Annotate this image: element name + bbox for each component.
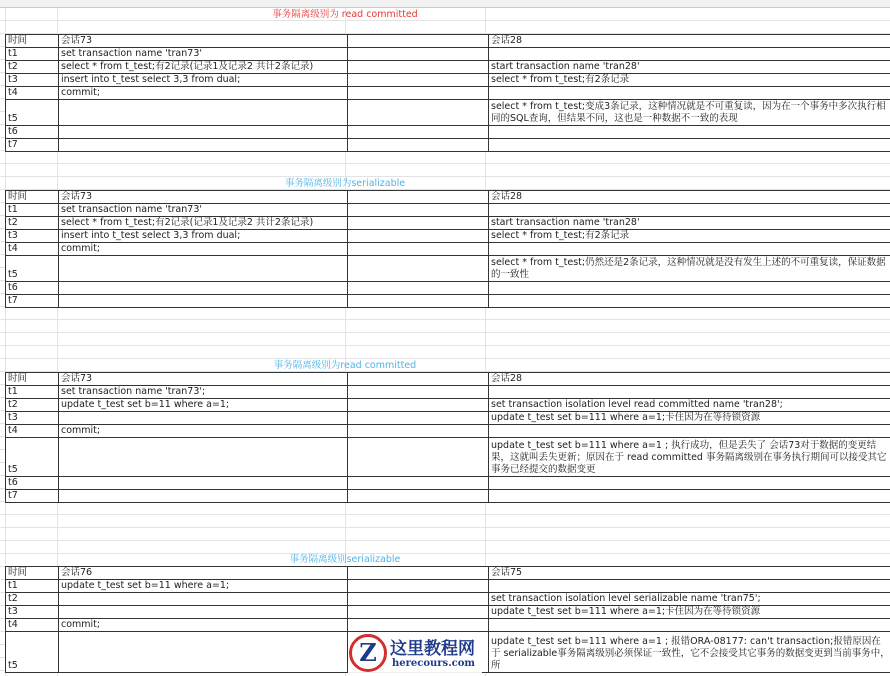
time-cell[interactable]: t7 (6, 139, 59, 152)
session-a-cell[interactable]: 会话73 (59, 373, 348, 386)
empty-cell[interactable] (348, 438, 489, 477)
empty-cell[interactable] (348, 580, 489, 593)
time-cell[interactable]: t1 (6, 386, 59, 399)
time-cell[interactable]: t2 (6, 61, 59, 74)
session-b-cell[interactable]: select * from t_test;有2条记录 (489, 74, 890, 87)
session-b-cell[interactable] (489, 204, 890, 217)
session-a-cell[interactable]: set transaction name 'tran73' (59, 48, 348, 61)
table-row (6, 580, 890, 593)
time-cell[interactable]: t4 (6, 243, 59, 256)
time-cell[interactable]: t7 (6, 295, 59, 308)
empty-cell[interactable] (348, 425, 489, 438)
time-cell[interactable]: t4 (6, 87, 59, 100)
empty-cell[interactable] (348, 282, 489, 295)
table-row (6, 74, 890, 87)
table-row (6, 412, 890, 425)
session-b-cell[interactable]: start transaction name 'tran28' (489, 217, 890, 230)
session-b-cell[interactable]: 会话28 (489, 35, 890, 48)
session-a-cell[interactable]: commit; (59, 243, 348, 256)
empty-cell[interactable] (348, 295, 489, 308)
table-row (6, 204, 890, 217)
session-a-cell[interactable] (59, 632, 348, 673)
session-b-cell[interactable] (489, 619, 890, 632)
empty-cell[interactable] (348, 412, 489, 425)
section-title[interactable]: 事务隔离级别serializable (289, 554, 401, 565)
table-row (6, 606, 890, 619)
session-a-cell[interactable] (59, 126, 348, 139)
isolation-section (5, 177, 888, 308)
session-a-cell[interactable]: commit; (59, 425, 348, 438)
time-cell[interactable]: t2 (6, 217, 59, 230)
session-a-cell[interactable]: select * from t_test;有2记录(记录1及记录2 共计2条记录) (59, 217, 348, 230)
time-cell[interactable]: 时间 (6, 35, 59, 48)
empty-cell[interactable] (348, 35, 489, 48)
session-b-cell[interactable] (489, 126, 890, 139)
watermark (348, 633, 482, 673)
session-b-cell[interactable]: 会话28 (489, 191, 890, 204)
table-row (6, 399, 890, 412)
session-a-cell[interactable] (59, 606, 348, 619)
empty-cell[interactable] (348, 399, 489, 412)
session-b-cell[interactable]: set transaction isolation level read committed name 'tran28'; (489, 399, 890, 412)
time-cell[interactable]: t5 (6, 632, 59, 673)
table-row (6, 139, 890, 152)
session-b-cell[interactable] (489, 139, 890, 152)
session-a-cell[interactable] (59, 438, 348, 477)
session-a-cell[interactable]: 会话73 (59, 35, 348, 48)
session-b-cell[interactable] (489, 295, 890, 308)
table-row (6, 386, 890, 399)
empty-cell[interactable] (348, 477, 489, 490)
table-row (6, 438, 890, 477)
table-row (6, 477, 890, 490)
time-cell[interactable]: t3 (6, 606, 59, 619)
table-row (6, 243, 890, 256)
empty-cell[interactable] (348, 87, 489, 100)
session-b-cell[interactable]: update t_test set b=111 where a=1 ; 报错ORA-08177: can't transaction;报错原因在于 serializable事务隔离级别必须保证一致性，它不会接受其它事务的数据变更到当前事务中，所 (489, 632, 890, 673)
session-a-cell[interactable]: update t_test set b=11 where a=1; (59, 580, 348, 593)
time-cell[interactable]: t1 (6, 48, 59, 61)
timeline-table (5, 190, 890, 308)
session-a-cell[interactable] (59, 593, 348, 606)
watermark-site-url: herecours.com (392, 658, 476, 669)
watermark-site-name: 这里教程网 (390, 639, 475, 659)
session-b-cell[interactable]: update t_test set b=111 where a=1;卡住因为在等待锁资源 (489, 412, 890, 425)
empty-cell[interactable] (348, 48, 489, 61)
table-row (6, 282, 890, 295)
table-row (6, 619, 890, 632)
empty-cell[interactable] (348, 256, 489, 282)
time-cell[interactable]: t2 (6, 399, 59, 412)
section-title[interactable]: 事务隔离级别为read committed (273, 360, 417, 371)
session-a-cell[interactable] (59, 139, 348, 152)
session-a-cell[interactable] (59, 256, 348, 282)
empty-cell[interactable] (348, 139, 489, 152)
session-a-cell[interactable]: commit; (59, 87, 348, 100)
empty-cell[interactable] (348, 217, 489, 230)
table-row (6, 256, 890, 282)
time-cell[interactable]: t3 (6, 74, 59, 87)
empty-cell[interactable] (348, 606, 489, 619)
time-cell[interactable]: t6 (6, 126, 59, 139)
session-b-cell[interactable]: update t_test set b=111 where a=1;卡住因为在等待锁资源 (489, 606, 890, 619)
session-b-cell[interactable]: start transaction name 'tran28' (489, 61, 890, 74)
time-cell[interactable]: t4 (6, 425, 59, 438)
session-a-cell[interactable]: select * from t_test;有2记录(记录1及记录2 共计2条记录) (59, 61, 348, 74)
session-a-cell[interactable] (59, 295, 348, 308)
section-title[interactable]: 事务隔离级别为serializable (284, 178, 406, 189)
table-header-row (6, 191, 890, 204)
session-b-cell[interactable] (489, 490, 890, 503)
session-a-cell[interactable]: set transaction name 'tran73' (59, 204, 348, 217)
table-row (6, 425, 890, 438)
session-b-cell[interactable] (489, 243, 890, 256)
timeline-table (5, 34, 890, 152)
session-a-cell[interactable]: insert into t_test select 3,3 from dual; (59, 230, 348, 243)
empty-cell[interactable] (348, 567, 489, 580)
time-cell[interactable]: t4 (6, 619, 59, 632)
session-b-cell[interactable] (489, 477, 890, 490)
empty-cell[interactable] (348, 490, 489, 503)
session-a-cell[interactable]: 会话76 (59, 567, 348, 580)
session-b-cell[interactable]: select * from t_test;有2条记录 (489, 230, 890, 243)
section-title[interactable]: 事务隔离级别为 read committed (272, 9, 418, 20)
time-cell[interactable]: t1 (6, 580, 59, 593)
table-row (6, 48, 890, 61)
isolation-section (5, 359, 888, 503)
empty-cell[interactable] (348, 373, 489, 386)
empty-cell[interactable] (348, 230, 489, 243)
session-b-cell[interactable] (489, 87, 890, 100)
session-a-cell[interactable]: update t_test set b=11 where a=1; (59, 399, 348, 412)
time-cell[interactable]: 时间 (6, 567, 59, 580)
time-cell[interactable]: t2 (6, 593, 59, 606)
session-a-cell[interactable]: insert into t_test select 3,3 from dual; (59, 74, 348, 87)
time-cell[interactable]: 时间 (6, 373, 59, 386)
time-cell[interactable]: t6 (6, 477, 59, 490)
timeline-table (5, 372, 890, 503)
empty-cell[interactable] (348, 191, 489, 204)
empty-cell[interactable] (348, 243, 489, 256)
session-b-cell[interactable]: update t_test set b=111 where a=1 ; 执行成功，但是丢失了 会话73对于数据的变更结果，这就叫丢失更新；原因在于 read committed 事务隔离级别在事务执行期间可以接受其它事务已经提交的数据变更 (489, 438, 890, 477)
empty-cell[interactable] (348, 100, 489, 126)
table-row (6, 295, 890, 308)
session-a-cell[interactable]: 会话73 (59, 191, 348, 204)
session-b-cell[interactable] (489, 580, 890, 593)
session-b-cell[interactable]: select * from t_test;仍然还是2条记录，这种情况就是没有发生上述的不可重复读，保证数据的一致性 (489, 256, 890, 282)
session-a-cell[interactable] (59, 490, 348, 503)
session-a-cell[interactable] (59, 100, 348, 126)
session-b-cell[interactable]: select * from t_test;变成3条记录，这种情况就是不可重复读，因为在一个事务中多次执行相同的SQL查询，但结果不同，这也是一种数据不一致的表现 (489, 100, 890, 126)
watermark-logo-icon: Z (349, 634, 387, 672)
table-row (6, 490, 890, 503)
session-b-cell[interactable] (489, 48, 890, 61)
table-header-row (6, 567, 890, 580)
session-b-cell[interactable] (489, 282, 890, 295)
time-cell[interactable]: 时间 (6, 191, 59, 204)
table-row (6, 593, 890, 606)
empty-cell[interactable] (348, 593, 489, 606)
session-b-cell[interactable]: 会话28 (489, 373, 890, 386)
table-row (6, 230, 890, 243)
empty-cell[interactable] (348, 126, 489, 139)
time-cell[interactable]: t6 (6, 282, 59, 295)
table-row (6, 126, 890, 139)
time-cell[interactable]: t3 (6, 412, 59, 425)
table-row (6, 100, 890, 126)
session-b-cell[interactable]: 会话75 (489, 567, 890, 580)
time-cell[interactable]: t5 (6, 438, 59, 477)
empty-cell[interactable] (348, 619, 489, 632)
empty-cell[interactable] (348, 61, 489, 74)
time-cell[interactable]: t5 (6, 100, 59, 126)
session-a-cell[interactable]: commit; (59, 619, 348, 632)
isolation-section (5, 8, 888, 152)
table-row (6, 87, 890, 100)
table-header-row (6, 373, 890, 386)
session-a-cell[interactable]: set transaction name 'tran73'; (59, 386, 348, 399)
time-cell[interactable]: t1 (6, 204, 59, 217)
time-cell[interactable]: t5 (6, 256, 59, 282)
session-a-cell[interactable] (59, 477, 348, 490)
column-header-bar (0, 0, 890, 8)
table-row (6, 217, 890, 230)
time-cell[interactable]: t7 (6, 490, 59, 503)
empty-cell[interactable] (348, 204, 489, 217)
session-b-cell[interactable] (489, 386, 890, 399)
session-a-cell[interactable] (59, 412, 348, 425)
empty-cell[interactable] (348, 74, 489, 87)
time-cell[interactable]: t3 (6, 230, 59, 243)
empty-cell[interactable] (348, 386, 489, 399)
session-b-cell[interactable] (489, 425, 890, 438)
table-header-row (6, 35, 890, 48)
session-a-cell[interactable] (59, 282, 348, 295)
table-row (6, 61, 890, 74)
session-b-cell[interactable]: set transaction isolation level serializable name 'tran75'; (489, 593, 890, 606)
